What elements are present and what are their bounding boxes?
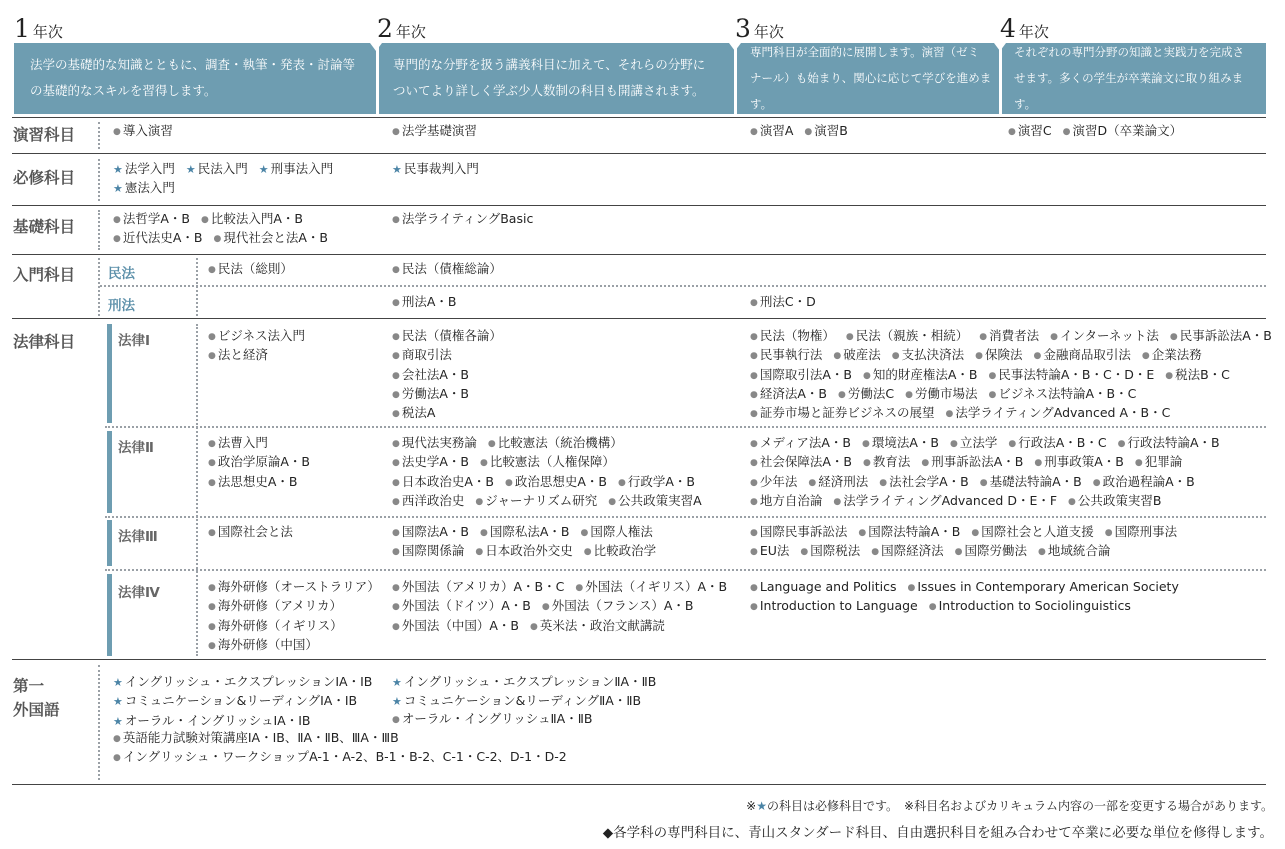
course-line (750, 597, 1190, 616)
course-item: ● 海外研修（オーストラリア） (208, 579, 380, 594)
row-divider (12, 659, 1266, 660)
course-line (392, 523, 667, 542)
row-divider-dotted (105, 516, 1266, 518)
year-1-heading: 1 年次 (14, 14, 63, 43)
course-item: ● 外国法（ドイツ）A・B (392, 598, 531, 613)
category-gaikokugo: 第一 外国語 (13, 677, 60, 719)
course-item: ● ビジネス法特論A・B・C (988, 386, 1136, 401)
course-line (208, 346, 316, 365)
row-divider-dotted (100, 285, 1266, 287)
course-item: ● 民法（物権） (750, 328, 835, 343)
course-item: ● 労働市場法 (905, 386, 977, 401)
required-course-item: ★ イングリッシュ・エクスプレッションⅡA・ⅡB (392, 674, 656, 689)
course-item: ● 演習B (804, 123, 847, 138)
course-item: ● 演習A (750, 123, 793, 138)
course-line (392, 617, 738, 636)
course-item: ● 外国法（フランス）A・B (542, 598, 694, 613)
course-cell (392, 523, 667, 562)
sub-horitsu-2: 法律Ⅱ (118, 440, 154, 456)
course-line (392, 327, 513, 346)
course-cell (392, 210, 544, 229)
course-line (750, 434, 1231, 453)
category-nyumon: 入門科目 (13, 266, 76, 284)
column-separator (98, 210, 100, 250)
course-item: ● 国際経済法 (871, 543, 943, 558)
course-item: ● 公共政策実習A (608, 493, 701, 508)
course-cell (392, 673, 667, 712)
course-item: ● ビジネス法入門 (208, 328, 305, 343)
course-line (750, 523, 1188, 542)
course-item: ● 少年法 (750, 474, 797, 489)
course-line (392, 260, 513, 279)
course-item: ● 税法A (392, 405, 435, 420)
course-line (750, 293, 827, 312)
course-cell (392, 122, 488, 141)
footnote-graduation: ◆各学科の専門科目に、青山スタンダード科目、自由選択科目を組み合わせて卒業に必要な単位を修得します。 (602, 825, 1273, 841)
course-line (392, 578, 738, 597)
sub-minpo: 民法 (108, 266, 135, 282)
course-item: ● 西洋政治史 (392, 493, 464, 508)
row-divider (12, 205, 1266, 206)
course-item: ● 国際法A・B (392, 524, 469, 539)
footnote-required: ※★の科目は必修科目です。 ※科目名およびカリキュラム内容の一部を変更する場合があります。 (746, 799, 1273, 813)
course-item: ● 教育法 (863, 454, 910, 469)
year-4-heading: 4 年次 (1000, 14, 1049, 43)
required-course-item: ★ オーラル・イングリッシュⅠA・ⅠB (113, 713, 311, 728)
course-line (392, 597, 738, 616)
course-item: ● 国際私法A・B (480, 524, 570, 539)
course-item: ● 海外研修（中国） (208, 637, 318, 652)
course-item: ● 政治思想史A・B (505, 474, 607, 489)
horitsu-3-bar (107, 520, 112, 566)
course-item: ● 英語能力試験対策講座ⅠA・ⅠB、ⅡA・ⅡB、ⅢA・ⅢB (113, 730, 399, 745)
year-2-heading: 2 年次 (377, 14, 426, 43)
course-item: ● EU法 (750, 543, 789, 558)
required-course-item: ★ 法学入門 (113, 161, 175, 176)
row-divider (12, 318, 1266, 319)
course-item: ● 比較憲法（人権保障） (480, 454, 615, 469)
course-item: ● 比較政治学 (584, 543, 656, 558)
course-item: ● 外国法（中国）A・B (392, 618, 519, 633)
course-line (750, 346, 1283, 365)
course-line (208, 617, 391, 636)
course-cell (750, 122, 859, 141)
required-course-item: ★ 民法入門 (186, 161, 248, 176)
course-line (392, 293, 468, 312)
course-item: ● 労働法A・B (392, 386, 469, 401)
course-cell (208, 260, 304, 279)
course-item: ● 比較法入門A・B (201, 211, 303, 226)
course-line (208, 523, 304, 542)
course-item: ● 行政学A・B (618, 474, 695, 489)
course-item: ● 国際社会と法 (208, 524, 293, 539)
course-line (1008, 122, 1193, 141)
horitsu-4-bar (107, 574, 112, 656)
sub-horitsu-3: 法律Ⅲ (118, 529, 158, 545)
course-item: ● 国際社会と人道支援 (971, 524, 1093, 539)
course-item: ● 法曹入門 (208, 435, 268, 450)
course-line (208, 260, 304, 279)
course-item: ● Language and Politics (750, 579, 896, 594)
required-course-item: ★ コミュニケーション&リーディングⅠA・ⅠB (113, 693, 357, 708)
course-item: ● 外国法（イギリス）A・B (575, 579, 727, 594)
course-cell (750, 293, 827, 312)
course-item: ● 外国法（アメリカ）A・B・C (392, 579, 564, 594)
course-item: ● 民法（債権総論） (392, 261, 502, 276)
course-item: ● 法哲学A・B (113, 211, 190, 226)
course-cell (1008, 122, 1193, 141)
category-kiso: 基礎科目 (13, 218, 76, 236)
course-line (392, 673, 667, 692)
course-item: ● 現代法実務論 (392, 435, 477, 450)
course-item: ● 金融商品取引法 (1034, 347, 1131, 362)
course-item: ● 地方自治論 (750, 493, 822, 508)
course-item: ● 民事法特論A・B・C・D・E (989, 367, 1155, 382)
course-line (392, 453, 713, 472)
required-course-item: ★ イングリッシュ・エクスプレッションⅠA・ⅠB (113, 674, 372, 689)
required-course-item: ★ 刑事法入門 (259, 161, 333, 176)
course-item: ● 国際労働法 (955, 543, 1027, 558)
course-line (208, 327, 316, 346)
row-divider (12, 784, 1266, 785)
course-line (750, 122, 859, 141)
course-item: ● 法学ライティングAdvanced D・E・F (833, 493, 1057, 508)
course-line (750, 366, 1283, 385)
year-2-description: 専門的な分野を扱う講義科目に加えて、それらの分野に ついてより詳しく学ぶ少人数制の科目も開講されます。 (393, 57, 706, 98)
band-divider-notch (370, 43, 382, 51)
row-divider (12, 254, 1266, 255)
course-cell (392, 260, 513, 279)
course-line (392, 404, 513, 423)
course-item: ● 民事執行法 (750, 347, 822, 362)
row-divider (12, 153, 1266, 154)
course-cell (113, 160, 344, 199)
course-item: ● 商取引法 (392, 347, 452, 362)
course-item: ● 英米法・政治文献講読 (530, 618, 665, 633)
course-line (113, 122, 184, 141)
course-item: ● 会社法A・B (392, 367, 469, 382)
column-separator (196, 258, 198, 316)
course-item: ● 国際民事訴訟法 (750, 524, 847, 539)
course-line (750, 327, 1283, 346)
course-line (208, 636, 391, 655)
course-line (113, 229, 339, 248)
course-line (392, 160, 490, 179)
course-item: ● オーラル・イングリッシュⅡA・ⅡB (392, 711, 592, 726)
course-item: ● 刑事訴訟法A・B (921, 454, 1023, 469)
course-item: ● 比較憲法（統治機構） (488, 435, 623, 450)
course-line (392, 210, 544, 229)
course-cell (750, 578, 1190, 617)
course-line (208, 473, 321, 492)
course-line (750, 492, 1231, 511)
course-item: ● 企業法務 (1142, 347, 1202, 362)
course-line (750, 542, 1188, 561)
course-line (392, 385, 513, 404)
course-cell (750, 523, 1188, 562)
course-item: ● 民法（親族・相続） (846, 328, 968, 343)
course-line (208, 453, 321, 472)
course-item: ● 法学基礎演習 (392, 123, 477, 138)
course-cell (113, 673, 383, 731)
star-icon: ★ (756, 799, 767, 813)
column-separator (98, 122, 100, 149)
course-item: ● 導入演習 (113, 123, 173, 138)
course-item: ● 地域統合論 (1038, 543, 1110, 558)
course-cell (113, 729, 578, 768)
year-3-heading: 3 年次 (735, 14, 784, 43)
row-divider-dotted (105, 426, 1266, 428)
course-item: ● Introduction to Language (750, 598, 918, 613)
course-line (208, 434, 321, 453)
course-line (750, 473, 1231, 492)
course-item: ● 国際取引法A・B (750, 367, 852, 382)
course-item: ● Introduction to Sociolinguistics (929, 598, 1131, 613)
course-cell (113, 210, 339, 249)
course-item: ● 法思想史A・B (208, 474, 298, 489)
course-cell (208, 434, 321, 492)
course-item: ● 立法学 (950, 435, 997, 450)
course-cell (392, 293, 468, 312)
course-cell (392, 160, 490, 179)
course-line (392, 473, 713, 492)
course-item: ● イングリッシュ・ワークショップA-1・A-2、B-1・B-2、C-1・C-2、D-1・D-2 (113, 749, 567, 764)
course-item: ● 民法（債権各論） (392, 328, 502, 343)
course-line (392, 434, 713, 453)
row-divider-dotted (105, 569, 1266, 571)
column-separator (98, 665, 100, 780)
course-line (113, 210, 339, 229)
course-item: ● 行政法特論A・B (1118, 435, 1220, 450)
course-line (392, 346, 513, 365)
course-item: ● 国際刑事法 (1105, 524, 1177, 539)
year-3-description: 専門科目が全面的に展開します。演習（ゼミ ナール）も始まり、関心に応じて学びを進めます。 (750, 45, 992, 111)
course-item: ● 法と経済 (208, 347, 268, 362)
course-cell (208, 327, 316, 366)
course-cell (392, 434, 713, 511)
course-line (750, 404, 1283, 423)
course-line (113, 160, 344, 179)
course-item: ● 法社会学A・B (879, 474, 969, 489)
course-item: ● 国際法特論A・B (858, 524, 960, 539)
course-item: ● 環境法A・B (862, 435, 939, 450)
course-cell (208, 523, 304, 542)
row-divider (12, 117, 1266, 118)
category-hisshu: 必修科目 (13, 169, 76, 187)
course-item: ● 民法（総則） (208, 261, 293, 276)
course-line (392, 366, 513, 385)
course-line (750, 385, 1283, 404)
course-item: ● Issues in Contemporary American Society (907, 579, 1178, 594)
course-item: ● 法学ライティングAdvanced A・B・C (946, 405, 1171, 420)
category-enshu: 演習科目 (13, 126, 76, 144)
course-item: ● 政治過程論A・B (1093, 474, 1195, 489)
course-line (750, 453, 1231, 472)
course-line (750, 578, 1190, 597)
course-line (113, 179, 344, 198)
band-divider-notch (729, 43, 741, 51)
required-course-item: ★ 憲法入門 (113, 180, 175, 195)
course-cell (392, 578, 738, 636)
course-item: ● 日本政治史A・B (392, 474, 494, 489)
course-cell (113, 122, 184, 141)
course-line (113, 712, 383, 731)
course-line (208, 597, 391, 616)
required-course-item: ★ 民事裁判入門 (392, 161, 479, 176)
course-line (113, 692, 383, 711)
horitsu-1-bar (107, 324, 112, 423)
course-line (113, 729, 578, 748)
course-item: ● 支払決済法 (892, 347, 964, 362)
course-item: ● 証券市場と証券ビジネスの展望 (750, 405, 935, 420)
column-separator (98, 258, 100, 316)
course-item: ● 経済法A・B (750, 386, 827, 401)
course-item: ● 刑法A・B (392, 294, 457, 309)
course-item: ● 日本政治外交史 (475, 543, 572, 558)
course-item: ● 行政法A・B・C (1008, 435, 1106, 450)
course-cell (750, 327, 1283, 423)
course-item: ● ジャーナリズム研究 (475, 493, 597, 508)
column-separator (196, 324, 198, 656)
course-item: ● 労働法C (838, 386, 894, 401)
course-item: ● 刑法C・D (750, 294, 816, 309)
year-1-description: 法学の基礎的な知識とともに、調査・執筆・発表・討論等 の基礎的なスキルを習得します。 (30, 57, 356, 98)
course-item: ● 国際関係論 (392, 543, 464, 558)
sub-keiho: 刑法 (108, 298, 135, 314)
course-cell (392, 710, 603, 729)
course-line (392, 710, 603, 729)
band-divider-notch (994, 43, 1006, 51)
course-cell (392, 327, 513, 423)
course-item: ● 法史学A・B (392, 454, 469, 469)
course-item: ● 海外研修（イギリス） (208, 618, 343, 633)
sub-horitsu-4: 法律Ⅳ (118, 585, 160, 601)
course-item: ● 国際税法 (800, 543, 860, 558)
course-item: ● 破産法 (833, 347, 880, 362)
horitsu-2-bar (107, 431, 112, 513)
course-item: ● 現代社会と法A・B (214, 230, 329, 245)
course-item: ● 演習C (1008, 123, 1052, 138)
course-line (392, 122, 488, 141)
course-item: ● 公共政策実習B (1068, 493, 1161, 508)
course-item: ● メディア法A・B (750, 435, 851, 450)
course-item: ● 消費者法 (979, 328, 1039, 343)
column-separator (98, 159, 100, 201)
category-horitsu: 法律科目 (13, 333, 76, 351)
course-item: ● 演習D（卒業論文） (1063, 123, 1183, 138)
course-item: ● 基礎法特論A・B (980, 474, 1082, 489)
course-cell (750, 434, 1231, 511)
course-item: ● インターネット法 (1050, 328, 1159, 343)
year-4-description: それぞれの専門分野の知識と実践力を完成さ せます。多くの学生が卒業論文に取り組みます。 (1014, 45, 1244, 111)
course-item: ● 税法B・C (1165, 367, 1230, 382)
course-item: ● 社会保障法A・B (750, 454, 852, 469)
course-item: ● 犯罪論 (1135, 454, 1182, 469)
course-item: ● 民事訴訟法A・B (1170, 328, 1272, 343)
course-item: ● 政治学原論A・B (208, 454, 310, 469)
course-item: ● 法学ライティングBasic (392, 211, 533, 226)
course-line (392, 492, 713, 511)
course-item: ● 近代法史A・B (113, 230, 203, 245)
course-item: ● 海外研修（アメリカ） (208, 598, 342, 613)
course-line (113, 673, 383, 692)
course-line (392, 692, 667, 711)
course-line (113, 748, 578, 767)
course-item: ● 刑事政策A・B (1034, 454, 1124, 469)
course-cell (208, 578, 391, 655)
course-item: ● 経済刑法 (808, 474, 868, 489)
course-line (208, 578, 391, 597)
course-item: ● 知的財産権法A・B (863, 367, 978, 382)
sub-horitsu-1: 法律Ⅰ (118, 333, 151, 349)
course-item: ● 保険法 (975, 347, 1022, 362)
course-line (392, 542, 667, 561)
course-item: ● 国際人権法 (581, 524, 653, 539)
required-course-item: ★ コミュニケーション&リーディングⅡA・ⅡB (392, 693, 641, 708)
